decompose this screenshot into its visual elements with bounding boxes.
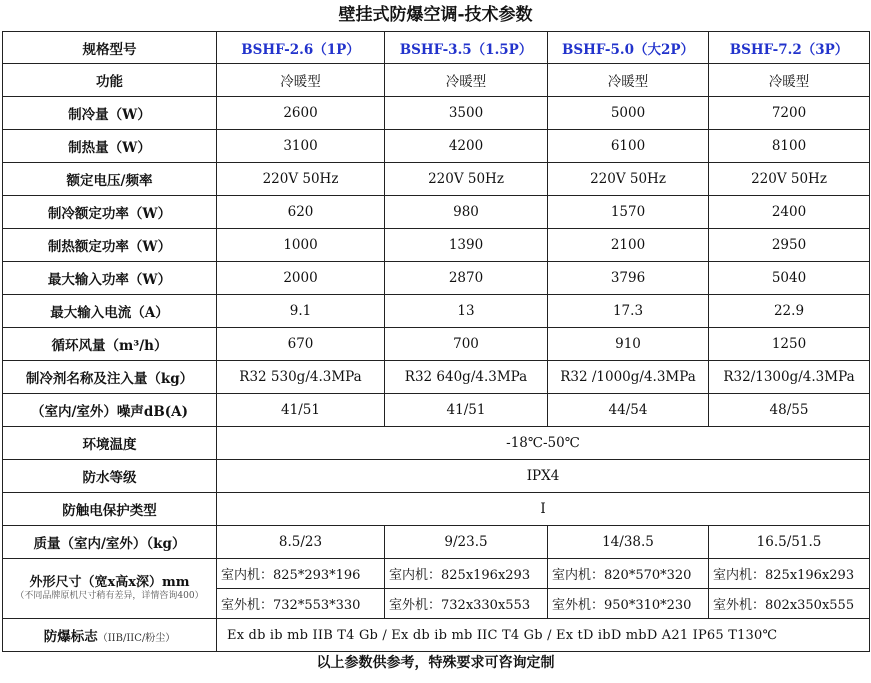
row-value: 冷暖型 <box>217 64 385 97</box>
row-label: 制热额定功率（W） <box>3 229 217 262</box>
row-value: 220V 50Hz <box>548 163 709 196</box>
row-value: 5040 <box>709 262 870 295</box>
row-label: 制冷额定功率（W） <box>3 196 217 229</box>
row-label: 制热量（W） <box>3 130 217 163</box>
spec-row <box>3 328 870 361</box>
row-value: 220V 50Hz <box>217 163 385 196</box>
row-label: 功能 <box>3 64 217 97</box>
row-value: 670 <box>217 328 385 361</box>
row-value: 910 <box>548 328 709 361</box>
dimension-note: （不同品牌原机尺寸稍有差异，详情咨询400） <box>15 591 204 601</box>
row-value: 41/51 <box>217 394 385 427</box>
spec-row <box>3 163 870 196</box>
row-value: 9.1 <box>217 295 385 328</box>
row-label: 额定电压/频率 <box>3 163 217 196</box>
row-value: 41/51 <box>385 394 548 427</box>
row-value: 17.3 <box>548 295 709 328</box>
row-value: 冷暖型 <box>709 64 870 97</box>
spec-row <box>3 196 870 229</box>
row-label: （室内/室外）噪声dB(A) <box>3 394 217 427</box>
row-value: 3796 <box>548 262 709 295</box>
spec-row <box>3 262 870 295</box>
row-label: 最大输入电流（A） <box>3 295 217 328</box>
model-name: BSHF-7.2（3P） <box>709 32 870 64</box>
spec-row <box>3 229 870 262</box>
row-value: -18℃-50℃ <box>217 427 870 460</box>
footer-note: 以上参数供参考，特殊要求可咨询定制 <box>316 655 555 671</box>
marking-value: Ex db ib mb IIB T4 Gb / Ex db ib mb IIC T4 Gb / Ex tD ibD mbD A21 IP65 T130℃ <box>217 619 870 652</box>
row-label: 制冷剂名称及注入量（kg） <box>3 361 217 394</box>
spec-row <box>3 394 870 427</box>
row-value: 4200 <box>385 130 548 163</box>
row-value: 2870 <box>385 262 548 295</box>
row-value: 2000 <box>217 262 385 295</box>
row-value: 8.5/23 <box>217 526 385 559</box>
row-value: 2100 <box>548 229 709 262</box>
spec-row <box>3 130 870 163</box>
indoor-dimension: 室内机：820*570*320 <box>548 559 709 589</box>
row-value: 220V 50Hz <box>385 163 548 196</box>
marking-label: 防爆标志 <box>43 629 98 645</box>
model-name: BSHF-2.6（1P） <box>217 32 385 64</box>
row-label: 防水等级 <box>3 460 217 493</box>
outdoor-dimension: 室外机：802x350x555 <box>709 589 870 619</box>
dimension-label-cell <box>3 559 217 619</box>
header-label: 规格型号 <box>3 32 217 64</box>
row-value: 7200 <box>709 97 870 130</box>
outdoor-dimension: 室外机：732x330x553 <box>385 589 548 619</box>
row-value: 冷暖型 <box>385 64 548 97</box>
spec-table-body <box>3 32 870 652</box>
row-value: 1390 <box>385 229 548 262</box>
page-title: 壁挂式防爆空调-技术参数 <box>338 5 533 25</box>
row-label: 质量（室内/室外）（kg） <box>3 526 217 559</box>
outdoor-dimension: 室外机：950*310*230 <box>548 589 709 619</box>
header-row <box>3 32 870 64</box>
model-name: BSHF-5.0（大2P） <box>548 32 709 64</box>
row-value: 48/55 <box>709 394 870 427</box>
row-value: 3100 <box>217 130 385 163</box>
dimension-label: 外形尺寸（宽x高x深）mm <box>29 575 190 590</box>
weight-row <box>3 526 870 559</box>
row-value: 700 <box>385 328 548 361</box>
row-value: 冷暖型 <box>548 64 709 97</box>
row-value: 13 <box>385 295 548 328</box>
row-value: 44/54 <box>548 394 709 427</box>
row-value: R32 530g/4.3MPa <box>217 361 385 394</box>
row-value: I <box>217 493 870 526</box>
indoor-dimension: 室内机：825*293*196 <box>217 559 385 589</box>
row-value: 14/38.5 <box>548 526 709 559</box>
row-value: 9/23.5 <box>385 526 548 559</box>
row-label: 防触电保护类型 <box>3 493 217 526</box>
dimension-row-indoor <box>3 559 870 589</box>
row-value: IPX4 <box>217 460 870 493</box>
row-value: R32/1300g/4.3MPa <box>709 361 870 394</box>
row-value: 6100 <box>548 130 709 163</box>
spec-row <box>3 64 870 97</box>
outdoor-dimension: 室外机：732*553*330 <box>217 589 385 619</box>
row-value: 16.5/51.5 <box>709 526 870 559</box>
marking-note: （IIB/IIC/粉尘） <box>97 633 176 644</box>
row-value: 620 <box>217 196 385 229</box>
row-value: 2400 <box>709 196 870 229</box>
marking-label-cell <box>3 619 217 652</box>
spec-row <box>3 97 870 130</box>
row-label: 环境温度 <box>3 427 217 460</box>
row-value: 1000 <box>217 229 385 262</box>
row-value: 5000 <box>548 97 709 130</box>
row-value: 220V 50Hz <box>709 163 870 196</box>
spec-table <box>2 31 870 652</box>
indoor-dimension: 室内机：825x196x293 <box>385 559 548 589</box>
row-label: 循环风量（m³/h） <box>3 328 217 361</box>
marking-row <box>3 619 870 652</box>
row-value: 1570 <box>548 196 709 229</box>
row-value: 1250 <box>709 328 870 361</box>
model-name: BSHF-3.5（1.5P） <box>385 32 548 64</box>
spec-row <box>3 460 870 493</box>
row-value: R32 /1000g/4.3MPa <box>548 361 709 394</box>
row-value: 3500 <box>385 97 548 130</box>
row-value: R32 640g/4.3MPa <box>385 361 548 394</box>
row-value: 2600 <box>217 97 385 130</box>
row-value: 22.9 <box>709 295 870 328</box>
row-value: 2950 <box>709 229 870 262</box>
indoor-dimension: 室内机：825x196x293 <box>709 559 870 589</box>
spec-row <box>3 493 870 526</box>
spec-row <box>3 361 870 394</box>
spec-row <box>3 295 870 328</box>
row-value: 8100 <box>709 130 870 163</box>
row-label: 制冷量（W） <box>3 97 217 130</box>
row-label: 最大输入功率（W） <box>3 262 217 295</box>
spec-row <box>3 427 870 460</box>
row-value: 980 <box>385 196 548 229</box>
